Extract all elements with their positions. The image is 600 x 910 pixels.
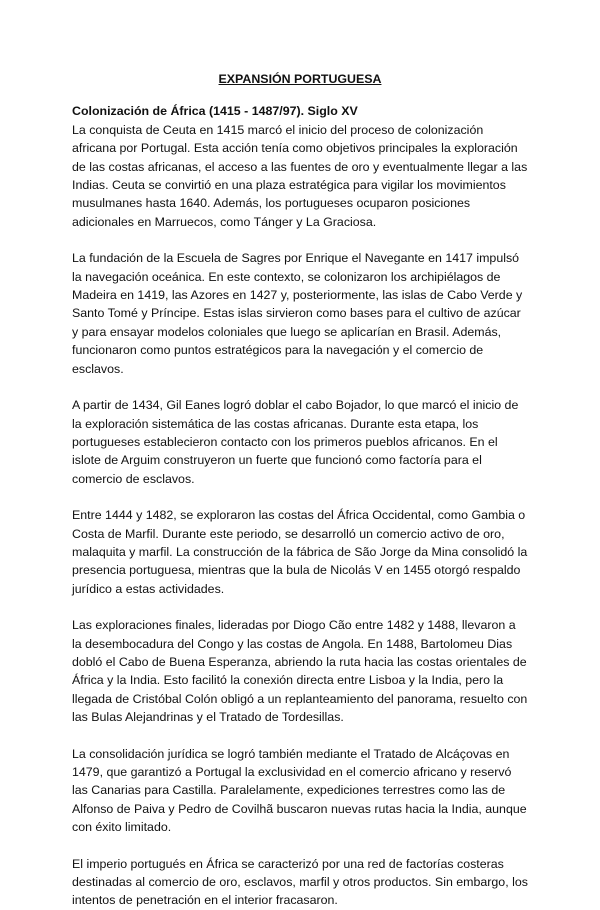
paragraph-legal-consolidation: La consolidación jurídica se logró también mediante el Tratado de Alcáçovas en 1479, que garantizó a Portugal la exclusividad en el comercio africano y reservó las Canarias para Castilla. Paralelamente, expediciones terrestres como las de Alfonso de Paiva y Pedro de Covilhã buscaron nuevas rutas hacia la India, aunque con éxito limitado.: [72, 746, 527, 835]
section-heading: Colonización de África (1415 - 1487/97). Siglo XV: [72, 104, 358, 119]
paragraph-final-explorations: Las exploraciones finales, lideradas por Diogo Cão entre 1482 y 1488, llevaron a la desembocadura del Congo y las costas de Angola. En 1488, Bartolomeu Dias dobló el Cabo de Buena Esperanza, abriendo la ruta hacia las costas orientales de África y la India. Esto facilitó la conexión directa entre Lisboa y la India, pero la llegada de Cristóbal Colón obligó a un replanteamiento del panorama, resuelto con las Bulas Alejandrinas y el Tratado de Tordesillas.: [72, 618, 528, 725]
document-title: EXPANSIÓN PORTUGUESA: [218, 72, 382, 86]
paragraph-ceuta: La conquista de Ceuta en 1415 marcó el inicio del proceso de colonización africana por Portugal. Esta acción tenía como objetivos principales la exploración de las costas africanas, el acceso a las fuentes de oro y eventualmente llegar a las Indias. Ceuta se convirtió en una plaza estratégica para vigilar los movimientos musulmanes hasta 1640. Además, los portugueses ocuparon posiciones adicionales en Marruecos, como Tánger y La Graciosa.: [72, 122, 528, 229]
paragraph-bojador: A partir de 1434, Gil Eanes logró doblar el cabo Bojador, lo que marcó el inicio de la exploración sistemática de las costas africanas. Durante esta etapa, los portugueses establecieron contacto con los primeros pueblos africanos. En el islote de Arguim construyeron un fuerte que funcionó como factoría para el comercio de esclavos.: [72, 398, 519, 486]
paragraph-sagres: La fundación de la Escuela de Sagres por Enrique el Navegante en 1417 impulsó la navegación oceánica. En este contexto, se colonizaron los archipiélagos de Madeira en 1419, las Azores en 1427 y, posteriormente, las islas de Cabo Verde y Santo Tomé y Príncipe. Estas islas sirvieron como bases para el cultivo de azúcar y para ensayar modelos coloniales que luego se aplicarían en Brasil. Además, funcionaron como puntos estratégicos para la navegación y el comercio de esclavos.: [72, 251, 523, 376]
paragraph-empire-summary: El imperio portugués en África se caracterizó por una red de factorías costeras destinadas al comercio de oro, esclavos, marfil y otros productos. Sin embargo, los intentos de penetración en el interior fracasaron.: [72, 856, 528, 908]
paragraph-west-africa: Entre 1444 y 1482, se exploraron las costas del África Occidental, como Gambia o Costa de Marfil. Durante este periodo, se desarrolló un comercio activo de oro, malaquita y marfil. La construcción de la fábrica de São Jorge da Mina consolidó la presencia portuguesa, mientras que la bula de Nicolás V en 1455 otorgó respaldo jurídico a estas actividades.: [72, 508, 528, 596]
